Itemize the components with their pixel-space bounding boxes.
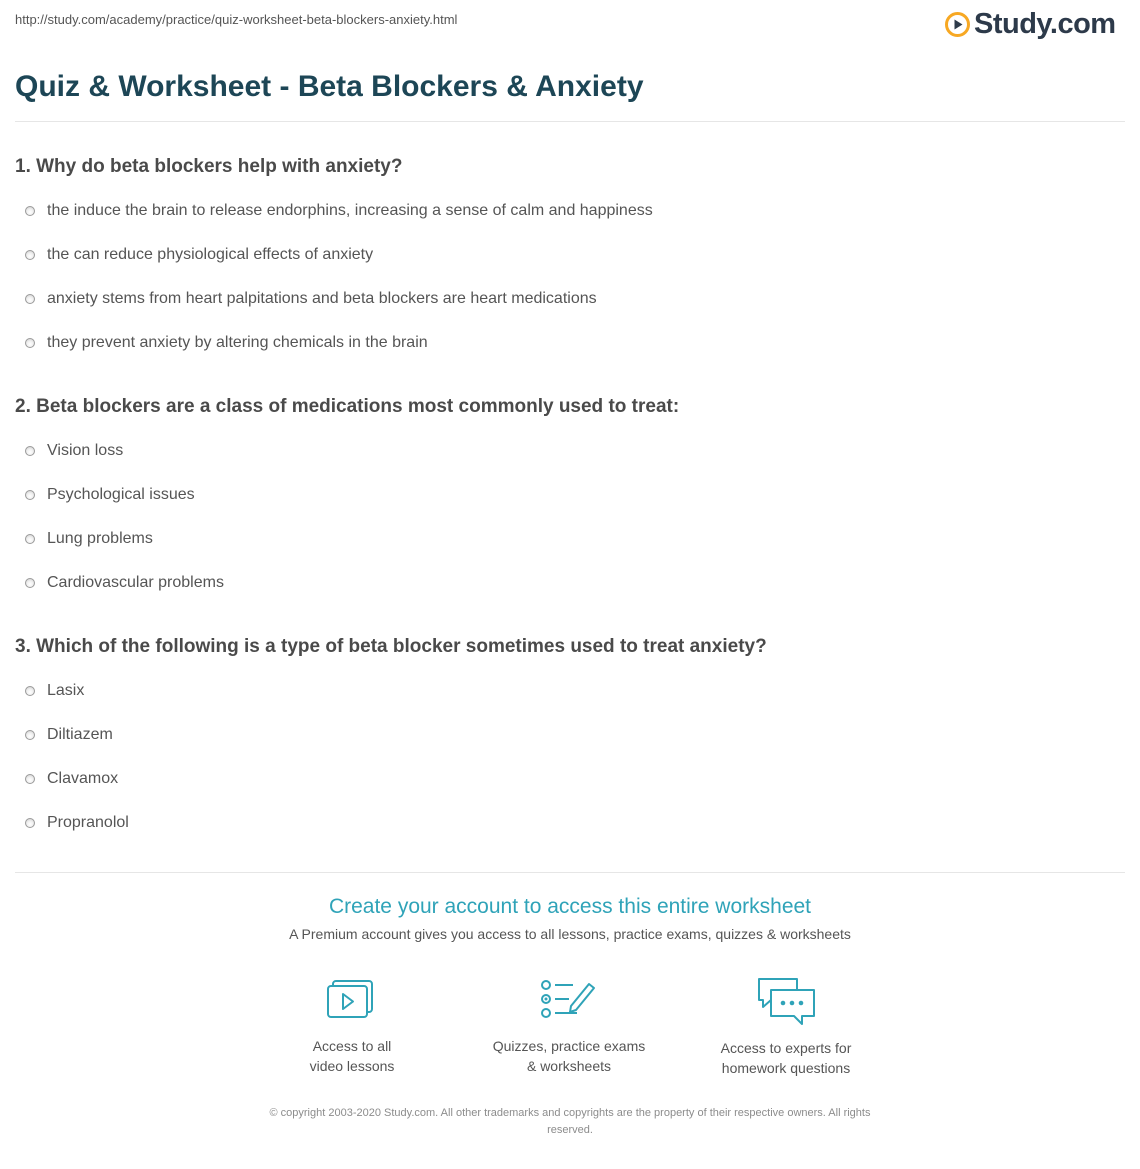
radio-button[interactable] <box>25 578 35 588</box>
answer-option[interactable] <box>15 526 1125 570</box>
answer-option[interactable] <box>15 810 1125 854</box>
answer-option[interactable] <box>15 286 1125 330</box>
feature-label: Access to all video lessons <box>309 1038 395 1074</box>
radio-button[interactable] <box>25 534 35 544</box>
logo-text: Study.com <box>974 7 1116 40</box>
radio-button[interactable] <box>25 774 35 784</box>
question-text: 2. Beta blockers are a class of medications most commonly used to treat: <box>15 396 680 417</box>
radio-button[interactable] <box>25 206 35 216</box>
answer-option[interactable] <box>15 678 1125 722</box>
radio-button[interactable] <box>25 338 35 348</box>
answer-option[interactable] <box>15 438 1125 482</box>
question-text: 3. Which of the following is a type of beta blocker sometimes used to treat anxiety? <box>15 636 767 657</box>
logo-play-icon <box>945 12 970 37</box>
feature-experts <box>686 976 886 1078</box>
chat-bubbles-icon <box>754 976 818 1028</box>
feature-label: Quizzes, practice exams & worksheets <box>492 1038 646 1074</box>
title-divider <box>15 121 1125 122</box>
answer-option[interactable] <box>15 198 1125 242</box>
answer-label: Clavamox <box>47 770 119 787</box>
answer-option[interactable] <box>15 722 1125 766</box>
radio-button[interactable] <box>25 294 35 304</box>
premium-description: A Premium account gives you access to all lessons, practice exams, quizzes & worksheets <box>289 926 851 942</box>
create-account-link[interactable]: Create your account to access this entire worksheet <box>328 895 812 918</box>
answer-label: Vision loss <box>47 442 124 459</box>
cta-divider <box>15 872 1125 873</box>
copyright-notice: © copyright 2003-2020 Study.com. All other trademarks and copyrights are the property of their respective owners. All rights reserved. <box>269 1107 871 1136</box>
feature-quizzes <box>469 976 669 1076</box>
answer-label: anxiety stems from heart palpitations and beta blockers are heart medications <box>47 290 597 307</box>
answer-options <box>15 438 1125 614</box>
answer-option[interactable] <box>15 570 1125 614</box>
radio-button[interactable] <box>25 250 35 260</box>
answer-label: Lung problems <box>47 530 153 547</box>
question-3 <box>15 634 1125 854</box>
answer-option[interactable] <box>15 330 1125 374</box>
answer-label: they prevent anxiety by altering chemicals in the brain <box>47 334 428 351</box>
question-1 <box>15 154 1125 374</box>
page-title: Quiz & Worksheet - Beta Blockers & Anxiety <box>15 70 644 103</box>
radio-button[interactable] <box>25 686 35 696</box>
answer-label: Cardiovascular problems <box>47 574 224 591</box>
radio-button[interactable] <box>25 490 35 500</box>
answer-option[interactable] <box>15 242 1125 286</box>
answer-label: Lasix <box>47 682 85 699</box>
answer-label: Propranolol <box>47 814 129 831</box>
answer-options <box>15 678 1125 854</box>
answer-option[interactable] <box>15 482 1125 526</box>
question-2 <box>15 394 1125 614</box>
study-logo[interactable] <box>945 6 1116 42</box>
radio-button[interactable] <box>25 446 35 456</box>
answer-label: the induce the brain to release endorphins, increasing a sense of calm and happiness <box>47 202 653 219</box>
page-url: http://study.com/academy/practice/quiz-worksheet-beta-blockers-anxiety.html <box>15 12 458 27</box>
feature-label: Access to experts for homework questions <box>720 1040 852 1076</box>
feature-video-lessons <box>252 976 452 1076</box>
radio-button[interactable] <box>25 818 35 828</box>
answer-label: the can reduce physiological effects of anxiety <box>47 246 374 263</box>
video-lessons-icon <box>322 976 382 1026</box>
radio-button[interactable] <box>25 730 35 740</box>
answer-label: Diltiazem <box>47 726 113 743</box>
answer-label: Psychological issues <box>47 486 195 503</box>
answer-option[interactable] <box>15 766 1125 810</box>
answer-options <box>15 198 1125 374</box>
question-text: 1. Why do beta blockers help with anxiety? <box>15 156 403 177</box>
quiz-checklist-icon <box>539 976 599 1026</box>
